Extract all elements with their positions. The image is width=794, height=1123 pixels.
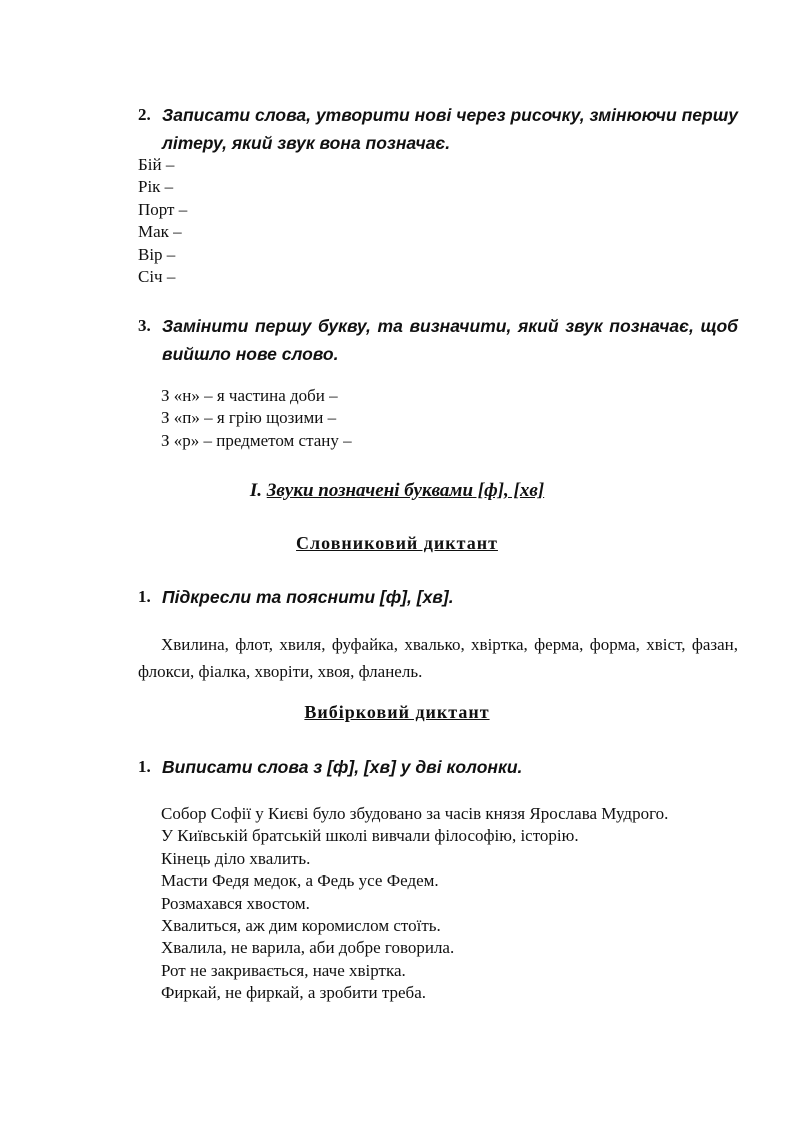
- dictation-1-task-number: 1.: [138, 587, 151, 606]
- dictation-1-heading: [0, 533, 794, 554]
- task-2-text: Записати слова, утворити нові через рисочку, змінюючи першу літеру, який звук вона позначає.: [162, 105, 738, 153]
- dictation-2-heading: [0, 702, 794, 723]
- dictation-2-heading-text: Вибірковий диктант: [304, 702, 490, 722]
- list-item: З «н» – я частина доби –: [161, 386, 338, 405]
- sentence-item: У Київській братській школі вивчали філософію, історію.: [161, 826, 579, 846]
- word-item: Мак –: [138, 222, 182, 242]
- dictation-2-task-number: 1.: [138, 757, 151, 776]
- task-3-text: Замінити першу букву, та визначити, який звук позначає, щоб вийшло нове слово.: [162, 316, 738, 364]
- dictation-1-paragraph: Хвилина, флот, хвиля, фуфайка, хвалько, хвіртка, ферма, форма, хвіст, фазан, флокси, фіалка, хворіти, хвоя, фланель.: [138, 635, 738, 681]
- sentence-item: Хвалиться, аж дим коромислом стоїть.: [161, 916, 441, 936]
- sentence-item: Розмахався хвостом.: [161, 893, 310, 913]
- dictation-1-task: [138, 583, 738, 611]
- task-2: [138, 101, 738, 157]
- list-item: З «р» – предметом стану –: [161, 430, 352, 450]
- task-2-word-list: [138, 154, 187, 288]
- section-numeral: І.: [249, 480, 262, 501]
- list-item: З «п» – я грію щозими –: [161, 408, 337, 428]
- sentence-item: Рот не закривається, наче хвіртка.: [161, 960, 406, 980]
- sentence-item: Фиркай, не фиркай, а зробити треба.: [161, 983, 426, 1003]
- sentence-item: Масти Федя медок, а Федь усе Федем.: [161, 871, 439, 891]
- section-title-text: Звуки позначені буквами [ф], [хв]: [266, 480, 545, 501]
- dictation-2-task-text: Виписати слова з [ф], [хв] у дві колонки.: [162, 757, 523, 777]
- word-item: Вір –: [138, 244, 176, 264]
- section-title: [0, 480, 794, 502]
- sentence-item: Кінець діло хвалить.: [161, 848, 311, 868]
- dictation-1-task-text: Підкресли та пояснити [ф], [хв].: [162, 587, 454, 607]
- word-item: Порт –: [138, 199, 188, 219]
- task-2-number: 2.: [138, 105, 151, 124]
- task-3: [138, 312, 738, 368]
- sentence-item: Собор Софії у Києві було збудовано за часів князя Ярослава Мудрого.: [161, 804, 669, 823]
- word-item: Січ –: [138, 267, 176, 287]
- word-item: Бій –: [138, 155, 175, 174]
- sentence-item: Хвалила, не варила, аби добре говорила.: [161, 938, 455, 958]
- task-3-number: 3.: [138, 316, 151, 335]
- task-3-item-list: [161, 385, 352, 452]
- word-item: Рік –: [138, 177, 174, 197]
- dictation-2-sentence-list: [161, 803, 668, 1005]
- dictation-2-task: [138, 753, 738, 781]
- dictation-1-heading-text: Словниковий диктант: [296, 533, 498, 553]
